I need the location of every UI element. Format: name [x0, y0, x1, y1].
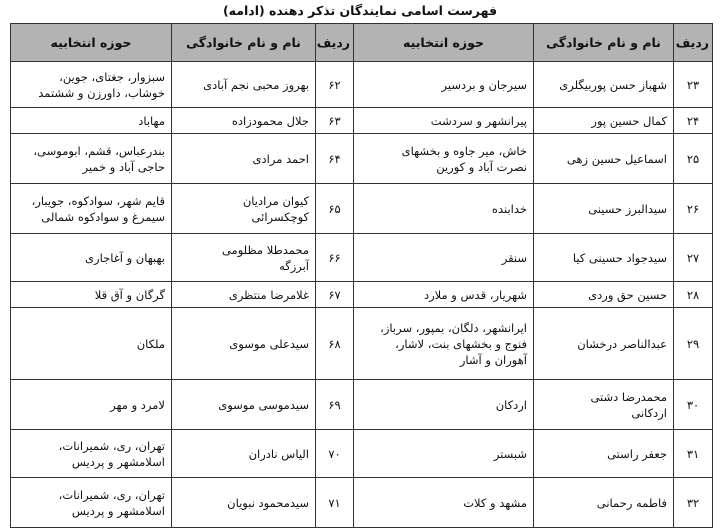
cell-area: خاش، میر جاوه و بخشهای نصرت آباد و کورین: [354, 134, 534, 184]
cell-area: خدابنده: [354, 184, 534, 234]
cell-num: ۲۳: [674, 62, 713, 108]
cell-area2: گرگان و آق قلا: [11, 282, 172, 308]
cell-num: ۲۴: [674, 108, 713, 134]
cell-area: پیرانشهر و سردشت: [354, 108, 534, 134]
cell-num2: ۶۳: [316, 108, 354, 134]
cell-area: سیرجان و بردسیر: [354, 62, 534, 108]
cell-num: ۲۷: [674, 234, 713, 282]
representatives-table: [10, 23, 713, 528]
cell-name: فاطمه رحمانی: [534, 478, 674, 528]
cell-area2: تهران، ری، شمیرانات، اسلامشهر و پردیس: [11, 478, 172, 528]
cell-area: مشهد و کلات: [354, 478, 534, 528]
cell-area2: بهبهان و آغاجاری: [11, 234, 172, 282]
cell-num: ۳۱: [674, 430, 713, 478]
cell-num2: ۶۹: [316, 380, 354, 430]
cell-num2: ۶۴: [316, 134, 354, 184]
cell-num2: ۷۰: [316, 430, 354, 478]
header-name-2: نام و نام خانوادگی: [172, 24, 316, 62]
cell-name2: سیدموسی موسوی: [172, 380, 316, 430]
header-num-2: ردیف: [316, 24, 354, 62]
cell-name: سیدجواد حسینی کیا: [534, 234, 674, 282]
table-row: [11, 380, 713, 430]
cell-name: محمدرضا دشتی اردکانی: [534, 380, 674, 430]
cell-name: شهباز حسن پوربیگلری: [534, 62, 674, 108]
table-row: [11, 282, 713, 308]
cell-area: سنقر: [354, 234, 534, 282]
table-row: [11, 308, 713, 380]
cell-num2: ۶۶: [316, 234, 354, 282]
cell-area: شبستر: [354, 430, 534, 478]
cell-num: ۳۲: [674, 478, 713, 528]
header-area-2: حوزه انتخابیه: [11, 24, 172, 62]
cell-name2: جلال محمودزاده: [172, 108, 316, 134]
cell-name: جعفر راستی: [534, 430, 674, 478]
cell-area2: تهران، ری، شمیرانات، اسلامشهر و پردیس: [11, 430, 172, 478]
table-row: [11, 62, 713, 108]
cell-name2: سیدعلی موسوی: [172, 308, 316, 380]
header-num: ردیف: [674, 24, 713, 62]
cell-area2: لامرد و مهر: [11, 380, 172, 430]
cell-num: ۳۰: [674, 380, 713, 430]
document-title: فهرست اسامی نمایندگان تذکر دهنده (ادامه): [222, 3, 498, 18]
cell-num: ۲۶: [674, 184, 713, 234]
cell-area2: مهاباد: [11, 108, 172, 134]
cell-name: اسماعیل حسین زهی: [534, 134, 674, 184]
table-row: [11, 234, 713, 282]
table-row: [11, 478, 713, 528]
cell-name2: بهروز محبی نجم آبادی: [172, 62, 316, 108]
header-name: نام و نام خانوادگی: [534, 24, 674, 62]
cell-area2: سبزوار، جغتای، جوین، خوشاب، داورزن و ششتمد: [11, 62, 172, 108]
cell-area: شهریار، قدس و ملارد: [354, 282, 534, 308]
table-row: [11, 430, 713, 478]
cell-area2: قایم شهر، سوادکوه، جویبار، سیمرغ و سوادکوه شمالی: [11, 184, 172, 234]
cell-area2: بندرعباس، قشم، ابوموسی، حاجی آباد و خمیر: [11, 134, 172, 184]
cell-name2: سیدمحمود نبویان: [172, 478, 316, 528]
cell-area: ایرانشهر، دلگان، بمپور، سرباز، فنوج و بخشهای بنت، لاشار، آهوران و آشار: [354, 308, 534, 380]
cell-num: ۲۸: [674, 282, 713, 308]
cell-name2: احمد مرادی: [172, 134, 316, 184]
cell-name2: غلامرضا منتظری: [172, 282, 316, 308]
cell-name: حسین حق وردی: [534, 282, 674, 308]
cell-name: عبدالناصر درخشان: [534, 308, 674, 380]
cell-num: ۲۵: [674, 134, 713, 184]
cell-num: ۲۹: [674, 308, 713, 380]
table-row: [11, 184, 713, 234]
header-area: حوزه انتخابیه: [354, 24, 534, 62]
header-row: [11, 24, 713, 62]
cell-name2: محمدطلا مظلومی آبرزگه: [172, 234, 316, 282]
cell-name: کمال حسین پور: [534, 108, 674, 134]
table-row: [11, 108, 713, 134]
cell-num2: ۶۵: [316, 184, 354, 234]
cell-area2: ملکان: [11, 308, 172, 380]
cell-num2: ۷۱: [316, 478, 354, 528]
cell-num2: ۶۷: [316, 282, 354, 308]
cell-num2: ۶۲: [316, 62, 354, 108]
cell-num2: ۶۸: [316, 308, 354, 380]
table-row: [11, 134, 713, 184]
cell-name2: کیوان مرادیان کوچکسرائی: [172, 184, 316, 234]
cell-name2: الیاس نادران: [172, 430, 316, 478]
cell-area: اردکان: [354, 380, 534, 430]
cell-name: سیدالبرز حسینی: [534, 184, 674, 234]
